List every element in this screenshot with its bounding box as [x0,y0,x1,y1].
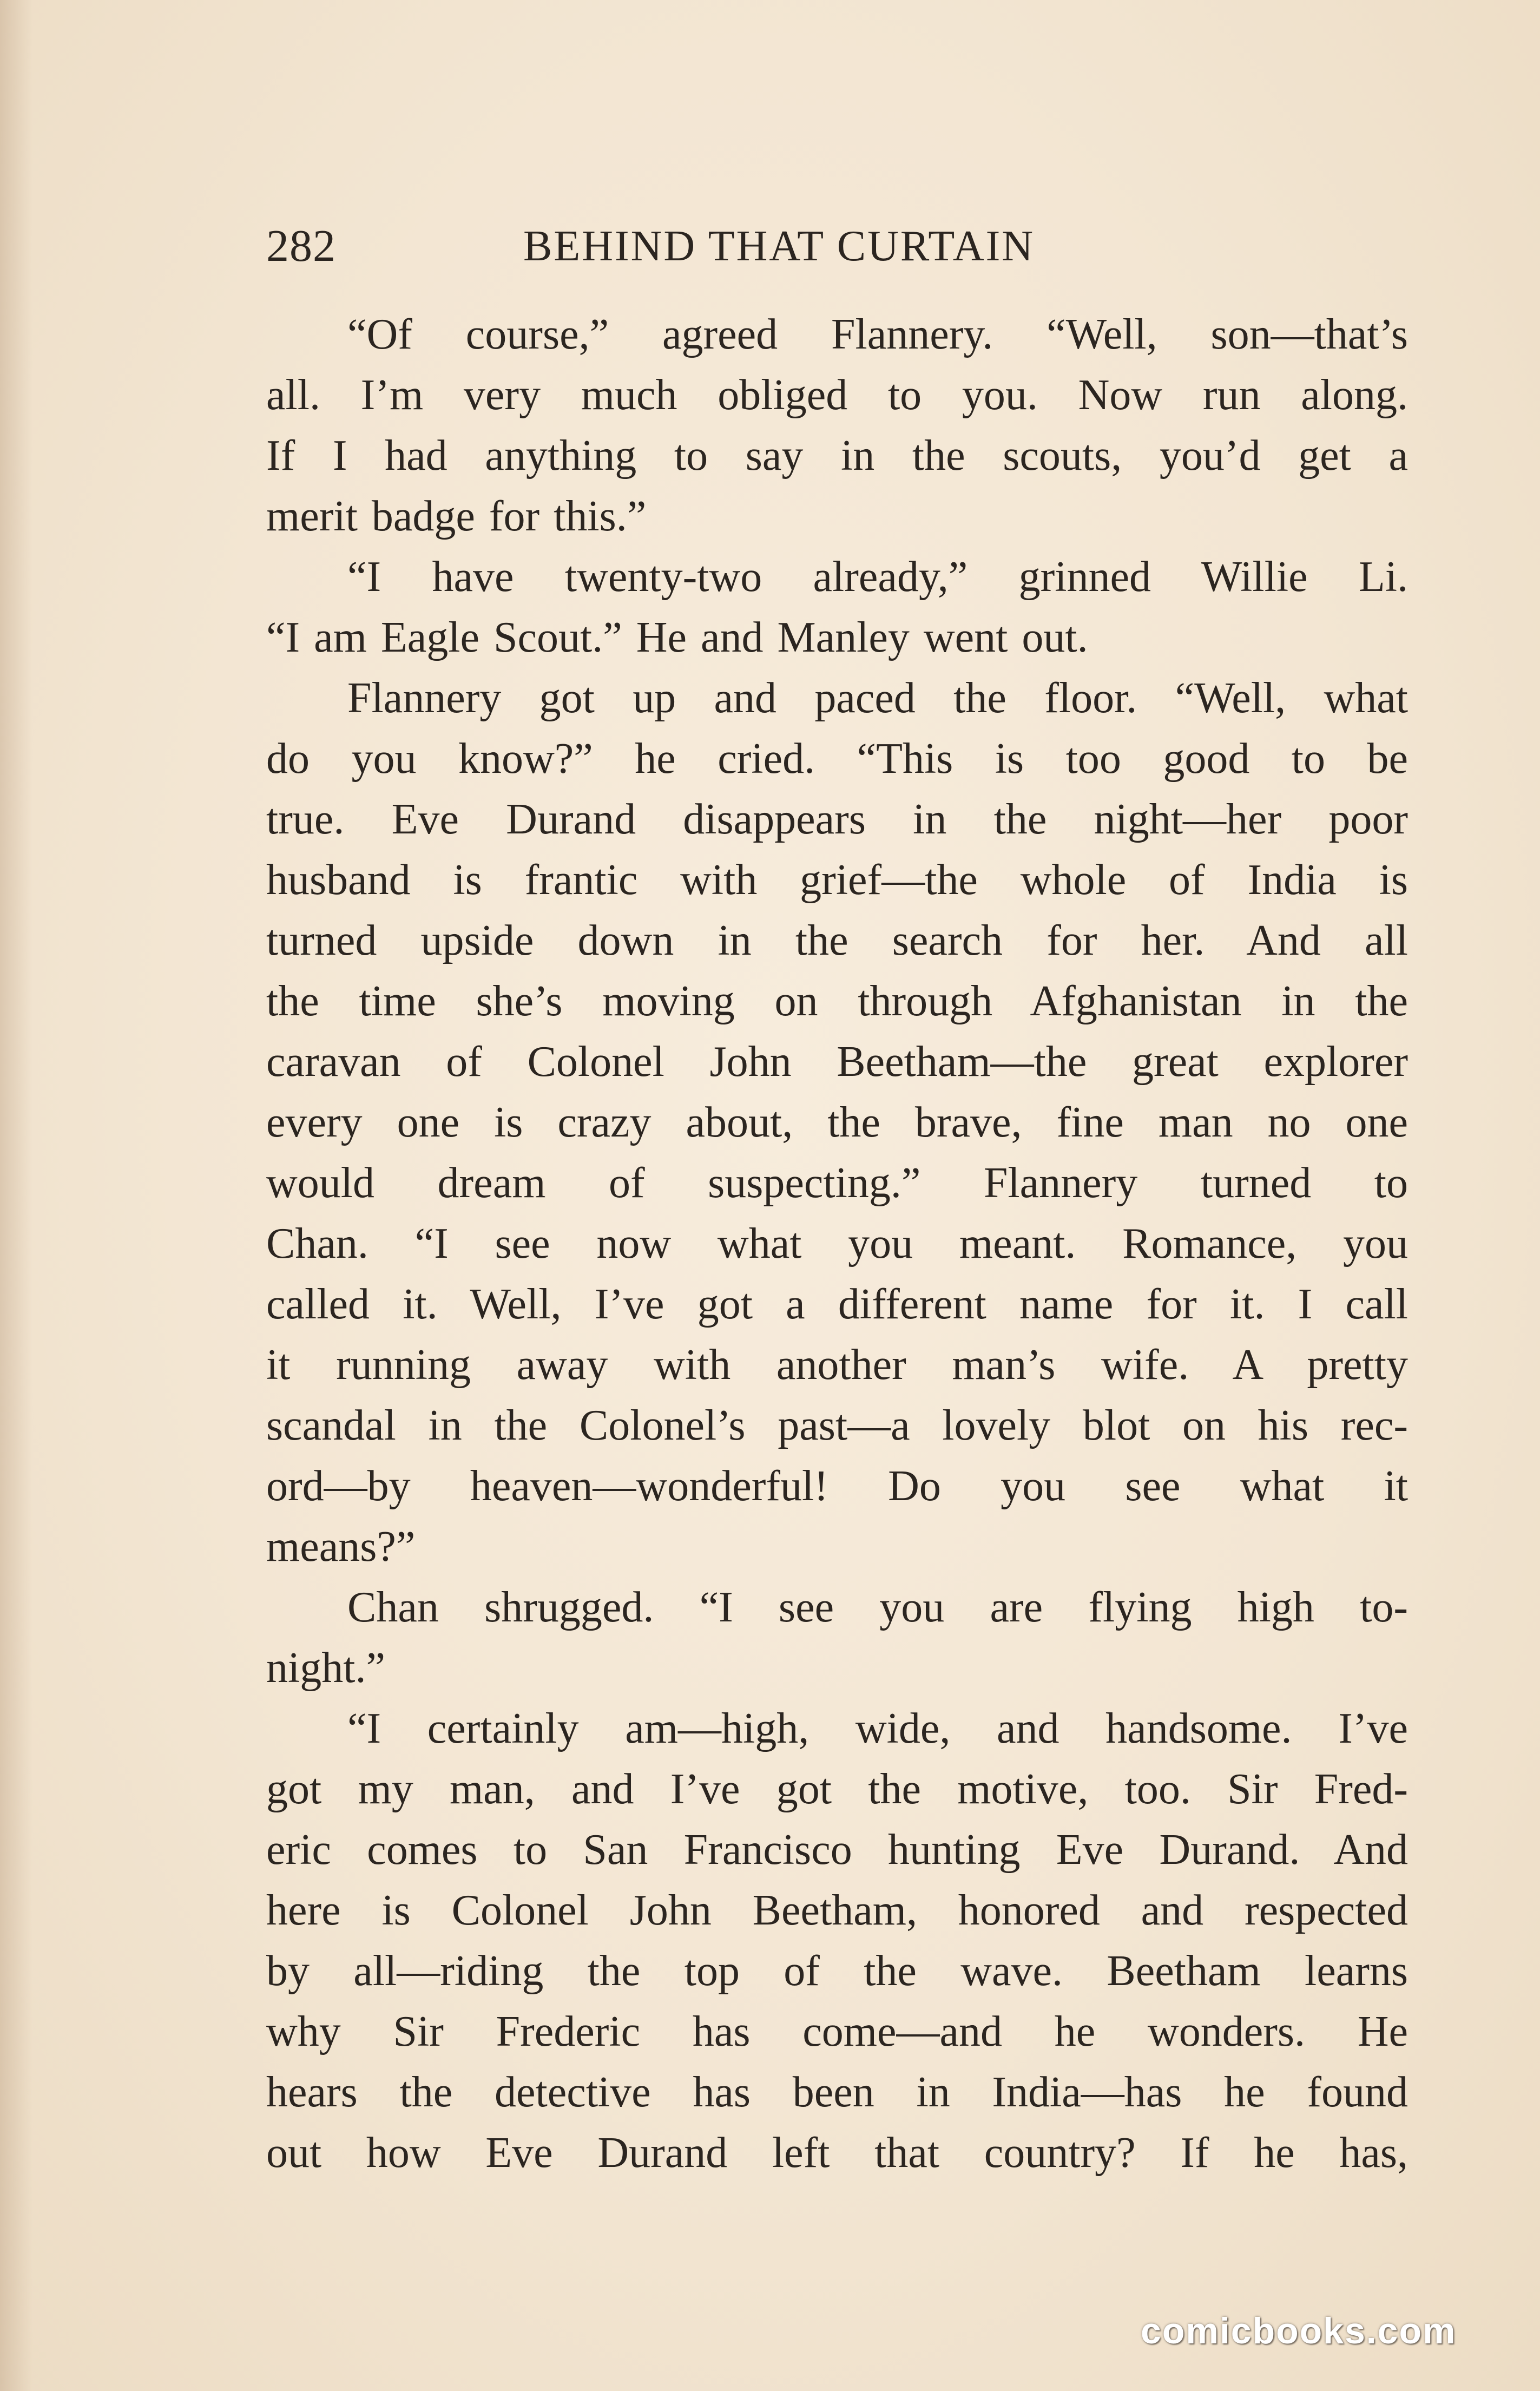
paragraph-5 [266,1698,1408,2183]
text-line: every one is crazy about, the brave, fine man no one [266,1099,1408,1146]
text-line: hears the detective has been in India—has he found [266,2068,1408,2116]
text-line: “I am Eagle Scout.” He and Manley went out. [266,614,1088,661]
text-line: all. I’m very much obliged to you. Now run along. [266,371,1408,419]
book-title: BEHIND THAT CURTAIN [523,222,1035,270]
text-line: “I certainly am—high, wide, and handsome. I’ve [347,1705,1408,1752]
paragraph-3 [266,668,1408,1577]
text-line: turned upside down in the search for her. And all [266,917,1408,964]
text-line: If I had anything to say in the scouts, you’d get a [266,432,1408,479]
text-line: “Of course,” agreed Flannery. “Well, son—that’s [347,311,1408,358]
text-line: true. Eve Durand disappears in the night—her poor [266,796,1408,843]
text-line: night.” [266,1644,385,1692]
watermark: comicbooks.com [1141,2310,1457,2351]
paragraph-4 [266,1577,1408,1698]
text-line: eric comes to San Francisco hunting Eve Durand. And [266,1826,1408,1874]
text-line: Chan. “I see now what you meant. Romance, you [266,1220,1408,1267]
paragraph-2 [266,547,1408,668]
paragraph-1 [266,304,1408,547]
text-line: “I have twenty-two already,” grinned Willie Li. [347,553,1408,601]
running-head [266,214,1143,279]
text-line: got my man, and I’ve got the motive, too. Sir Fred- [266,1765,1408,1813]
text-line: husband is frantic with grief—the whole of India is [266,856,1408,904]
text-line: here is Colonel John Beetham, honored and respected [266,1887,1408,1934]
page-number: 282 [266,221,336,271]
text-line: the time she’s moving on through Afghanistan in the [266,977,1408,1025]
text-line: Chan shrugged. “I see you are flying high to- [347,1584,1408,1631]
text-line: why Sir Frederic has come—and he wonders. He [266,2008,1408,2055]
text-line: Flannery got up and paced the floor. “Well, what [347,674,1408,722]
text-line: out how Eve Durand left that country? If he has, [266,2129,1408,2177]
text-line: called it. Well, I’ve got a different name for it. I call [266,1280,1408,1328]
text-line: caravan of Colonel John Beetham—the great explorer [266,1038,1408,1086]
text-line: would dream of suspecting.” Flannery turned to [266,1159,1408,1207]
text-line: by all—riding the top of the wave. Beetham learns [266,1947,1408,1995]
text-line: scandal in the Colonel’s past—a lovely blot on his rec- [266,1402,1408,1449]
text-line: merit badge for this.” [266,492,647,540]
text-line: ord—by heaven—wonderful! Do you see what it [266,1462,1408,1510]
text-line: do you know?” he cried. “This is too good to be [266,735,1408,783]
page-edge-shadow [0,0,32,2391]
text-line: it running away with another man’s wife. A pretty [266,1341,1408,1389]
text-line: means?” [266,1523,416,1571]
body-text [266,304,1408,2183]
